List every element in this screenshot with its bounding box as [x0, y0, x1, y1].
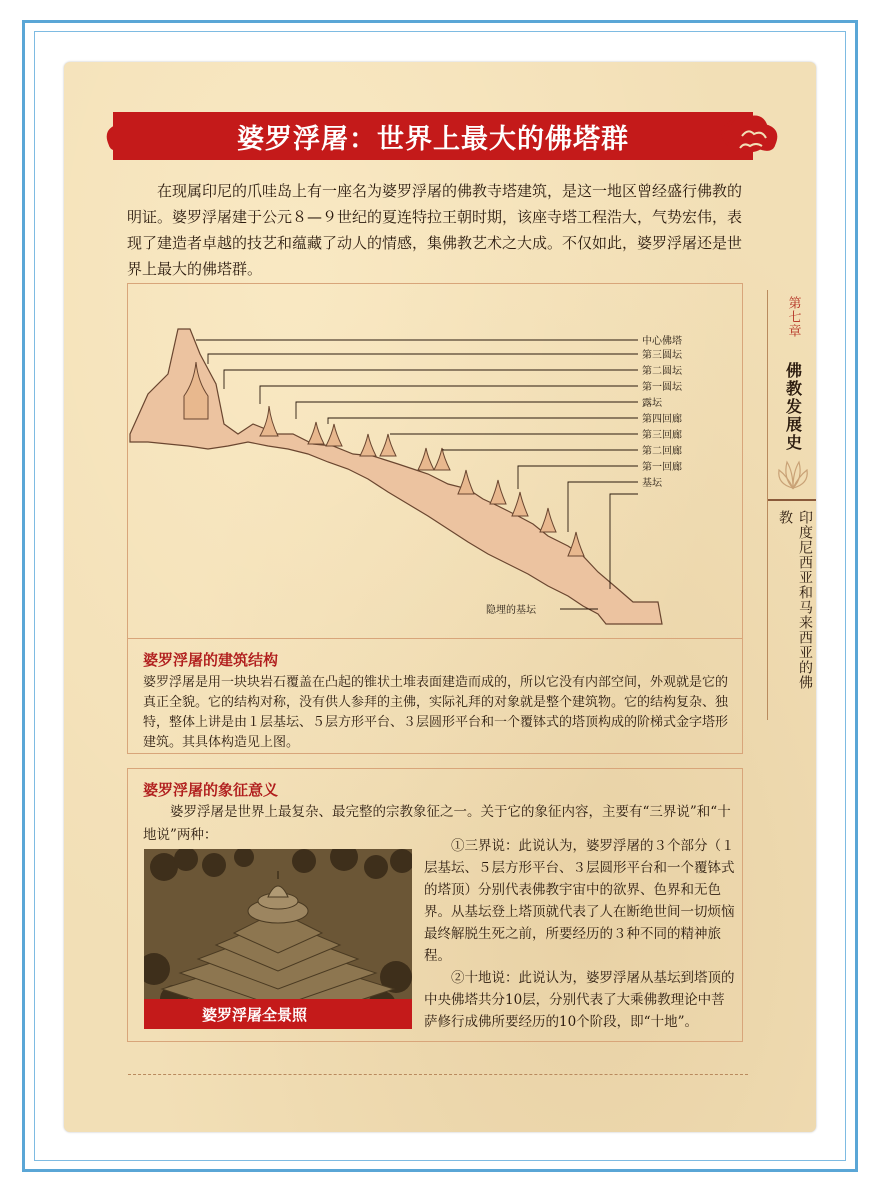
label-third-circular-terrace: 第三圆坛	[642, 350, 682, 361]
structure-box	[127, 638, 743, 754]
symbolism-theories	[424, 835, 736, 1033]
sidebar-rule	[767, 290, 768, 720]
label-second-gallery: 第二回廊	[642, 446, 682, 457]
cloud-ornament-right-icon	[714, 104, 784, 166]
label-second-circular-terrace: 第二圆坛	[642, 366, 682, 377]
symbolism-heading: 婆罗浮屠的象征意义	[143, 781, 279, 799]
three-realms-theory: ①三界说：此说认为，婆罗浮屠的３个部分（１层基坛、５层方形平台、３层圆形平台和一个覆钵式的塔顶）分别代表佛教宇宙中的欲界、色界和无色界。从基坛登上塔顶就代表了人在断绝世间一切烦恼最终解脱生死之前，所要经历的３种不同的精神旅程。	[424, 838, 735, 964]
sidebar-divider	[768, 499, 816, 501]
symbolism-intro: 婆罗浮屠是世界上最复杂、最完整的宗教象征之一。关于它的象征内容，主要有“三界说”和“十地说”两种：	[143, 804, 731, 843]
footer-rule	[128, 1074, 748, 1076]
chapter-label: 第七章	[785, 296, 801, 338]
label-third-gallery: 第三回廊	[642, 430, 682, 441]
label-central-stupa: 中心佛塔	[642, 336, 682, 347]
symbolism-box	[127, 768, 743, 1042]
page-title: 婆罗浮屠：世界上最大的佛塔群	[237, 123, 629, 155]
chapter-marker	[780, 296, 806, 356]
section-marker	[777, 510, 813, 690]
section-title: 印度尼西亚和马来西亚的佛教	[777, 510, 813, 690]
borobudur-cross-section-svg	[128, 284, 744, 640]
label-fourth-gallery: 第四回廊	[642, 414, 682, 425]
book-title: 佛教发展史	[783, 362, 803, 452]
label-first-circular-terrace: 第一圆坛	[642, 382, 682, 393]
ten-grounds-theory: ②十地说：此说认为，婆罗浮屠从基坛到塔顶的中央佛塔共分10层，分别代表了大乘佛教理论中菩萨修行成佛所要经历的10个阶段，即“十地”。	[424, 970, 735, 1030]
structure-body: 婆罗浮屠是用一块块岩石覆盖在凸起的锥状土堆表面建造而成的，所以它没有内部空间，外观就是它的真正全貌。它的结构对称，没有供人参拜的主佛，实际礼拜的对象就是整个建筑物。它的结构复杂、独特，整体上讲是由１层基坛、５层方形平台、３层圆形平台和一个覆钵式的塔顶构成的阶梯式金字塔形建筑。其具体构造见上图。	[143, 675, 729, 750]
cross-section-diagram	[127, 283, 743, 639]
hidden-base-label: 隐埋的基坛	[486, 605, 536, 616]
lotus-ornament-icon	[776, 452, 810, 492]
intro-paragraph: 在现属印尼的爪哇岛上有一座名为婆罗浮屠的佛教寺塔建筑，是这一地区曾经盛行佛教的明证。婆罗浮屠建于公元８—９世纪的夏连特拉王朝时期，该座寺塔工程浩大，气势宏伟，表现了建造者卓越的技艺和蕴藏了动人的情感，集佛教艺术之大成。不仅如此，婆罗浮屠还是世界上最大的佛塔群。	[127, 182, 743, 278]
label-base-terrace: 基坛	[642, 478, 662, 489]
label-first-gallery: 第一回廊	[642, 462, 682, 473]
structure-heading: 婆罗浮屠的建筑结构	[143, 651, 279, 669]
photo-caption: 婆罗浮屠全景照	[144, 999, 412, 1029]
label-open-terrace: 露坛	[642, 398, 662, 409]
title-banner	[113, 112, 753, 160]
monument-profile	[130, 329, 662, 624]
